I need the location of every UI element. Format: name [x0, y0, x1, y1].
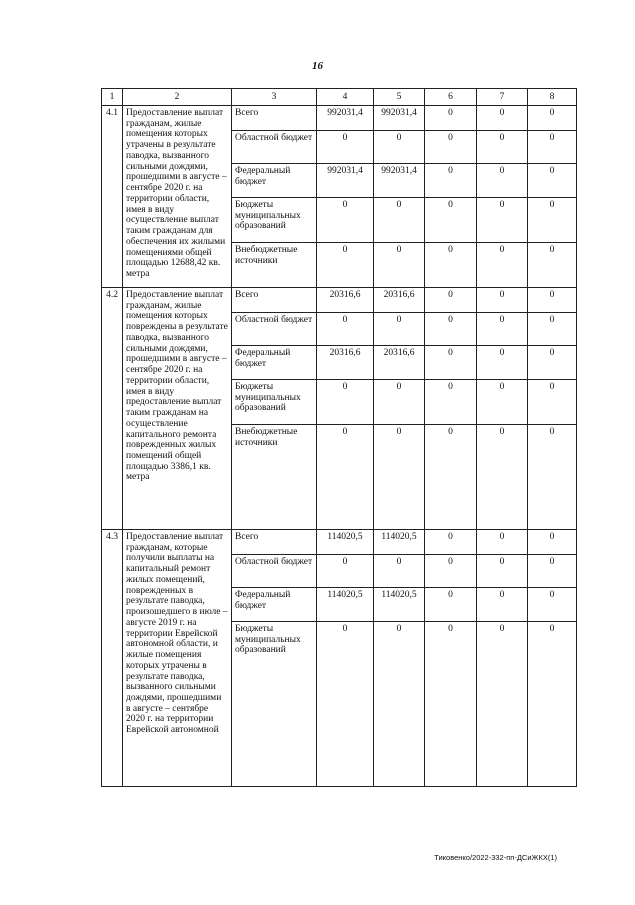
- amount-cell: 0: [425, 622, 477, 787]
- amount-cell: 0: [477, 288, 528, 313]
- amount-cell: 0: [477, 380, 528, 425]
- table-row: [102, 288, 577, 313]
- funding-source: Бюджеты муниципальных образований: [232, 198, 317, 243]
- amount-cell: 20316,6: [317, 288, 374, 313]
- table-header-row: [102, 89, 577, 106]
- amount-cell: 992031,4: [374, 106, 425, 131]
- amount-cell: 0: [317, 622, 374, 787]
- funding-source: Областной бюджет: [232, 313, 317, 346]
- header-cell: 4: [317, 89, 374, 106]
- amount-cell: 0: [374, 198, 425, 243]
- table-row: [102, 530, 577, 555]
- amount-cell: 0: [528, 288, 577, 313]
- amount-cell: 0: [477, 346, 528, 380]
- amount-cell: 0: [528, 530, 577, 555]
- amount-cell: 0: [425, 313, 477, 346]
- funding-source: Всего: [232, 530, 317, 555]
- amount-cell: 992031,4: [374, 164, 425, 198]
- amount-cell: 0: [317, 198, 374, 243]
- amount-cell: 0: [425, 555, 477, 588]
- amount-cell: 0: [477, 555, 528, 588]
- section-description: Предоставление выплат гражданам, которые получили выплаты на капитальный ремонт жилых помещений, поврежденных в результате паводка, произошедшего в июле – августе 2019 г. на территории Еврейской автономной области, и жилые помещения которых утрачены в результате паводка, вызванного сильными дождями, прошедшими в августе – сентябре 2020 г. на территории Еврейской автономной: [123, 530, 232, 787]
- amount-cell: 0: [425, 243, 477, 288]
- header-cell: 3: [232, 89, 317, 106]
- amount-cell: 0: [528, 131, 577, 164]
- page-number: 16: [312, 60, 323, 72]
- amount-cell: 20316,6: [317, 346, 374, 380]
- amount-cell: 0: [528, 106, 577, 131]
- amount-cell: 0: [425, 131, 477, 164]
- amount-cell: 0: [374, 555, 425, 588]
- section-description: Предоставление выплат гражданам, жилые помещения которых повреждены в результате паводка, вызванного сильными дождями, прошедшими в августе – сентябре 2020 г. на территории области, имея в виду предоставление выплат таким гражданам на осуществление капитального ремонта поврежденных жилых помещений общей площадью 3386,1 кв. метра: [123, 288, 232, 530]
- amount-cell: 0: [528, 164, 577, 198]
- amount-cell: 992031,4: [317, 106, 374, 131]
- amount-cell: 0: [374, 131, 425, 164]
- amount-cell: 0: [317, 313, 374, 346]
- funding-source: Всего: [232, 288, 317, 313]
- header-cell: 8: [528, 89, 577, 106]
- amount-cell: 0: [425, 425, 477, 530]
- budget-table: [101, 88, 577, 787]
- amount-cell: 114020,5: [374, 588, 425, 622]
- funding-source: Областной бюджет: [232, 555, 317, 588]
- funding-source: Бюджеты муниципальных образований: [232, 380, 317, 425]
- amount-cell: 0: [374, 380, 425, 425]
- amount-cell: 0: [477, 106, 528, 131]
- amount-cell: 0: [317, 425, 374, 530]
- amount-cell: 0: [317, 380, 374, 425]
- funding-source: Федеральный бюджет: [232, 588, 317, 622]
- section-number: 4.1: [102, 106, 123, 288]
- amount-cell: 0: [477, 622, 528, 787]
- header-cell: 7: [477, 89, 528, 106]
- amount-cell: 0: [317, 243, 374, 288]
- header-cell: 1: [102, 89, 123, 106]
- amount-cell: 0: [317, 555, 374, 588]
- amount-cell: 0: [374, 425, 425, 530]
- amount-cell: 0: [374, 243, 425, 288]
- amount-cell: 114020,5: [317, 530, 374, 555]
- amount-cell: 0: [477, 198, 528, 243]
- amount-cell: 0: [317, 131, 374, 164]
- amount-cell: 0: [425, 288, 477, 313]
- amount-cell: 20316,6: [374, 346, 425, 380]
- section-number: 4.2: [102, 288, 123, 530]
- amount-cell: 0: [477, 243, 528, 288]
- amount-cell: 0: [425, 164, 477, 198]
- amount-cell: 0: [425, 198, 477, 243]
- amount-cell: 0: [528, 243, 577, 288]
- section-number: 4.3: [102, 530, 123, 787]
- amount-cell: 0: [477, 530, 528, 555]
- funding-source: Федеральный бюджет: [232, 346, 317, 380]
- section-description: Предоставление выплат гражданам, жилые помещения которых утрачены в результате паводка, вызванного сильными дождями, прошедшими в августе – сентябре 2020 г. на территории области, имея в виду осуществление выплат таким гражданам для обеспечения их жилыми помещениями общей площадью 12688,42 кв. метра: [123, 106, 232, 288]
- funding-source: Федеральный бюджет: [232, 164, 317, 198]
- amount-cell: 20316,6: [374, 288, 425, 313]
- amount-cell: 0: [425, 588, 477, 622]
- header-cell: 6: [425, 89, 477, 106]
- amount-cell: 0: [374, 313, 425, 346]
- amount-cell: 0: [374, 622, 425, 787]
- amount-cell: 0: [528, 346, 577, 380]
- amount-cell: 0: [477, 131, 528, 164]
- amount-cell: 114020,5: [317, 588, 374, 622]
- amount-cell: 0: [477, 588, 528, 622]
- amount-cell: 0: [425, 346, 477, 380]
- funding-source: Внебюджетные источники: [232, 425, 317, 530]
- header-cell: 2: [123, 89, 232, 106]
- amount-cell: 0: [477, 425, 528, 530]
- amount-cell: 0: [477, 313, 528, 346]
- table-row: [102, 106, 577, 131]
- amount-cell: 0: [528, 622, 577, 787]
- amount-cell: 0: [425, 530, 477, 555]
- funding-source: Областной бюджет: [232, 131, 317, 164]
- amount-cell: 992031,4: [317, 164, 374, 198]
- amount-cell: 0: [425, 380, 477, 425]
- amount-cell: 0: [528, 425, 577, 530]
- document-footer-code: Тиковенко/2022-332-пп-ДСиЖКХ(1): [434, 853, 557, 862]
- amount-cell: 0: [477, 164, 528, 198]
- funding-source: Внебюджетные источники: [232, 243, 317, 288]
- funding-source: Бюджеты муниципальных образований: [232, 622, 317, 787]
- amount-cell: 0: [528, 588, 577, 622]
- amount-cell: 0: [528, 380, 577, 425]
- amount-cell: 0: [528, 313, 577, 346]
- amount-cell: 0: [425, 106, 477, 131]
- header-cell: 5: [374, 89, 425, 106]
- amount-cell: 114020,5: [374, 530, 425, 555]
- funding-source: Всего: [232, 106, 317, 131]
- amount-cell: 0: [528, 198, 577, 243]
- amount-cell: 0: [528, 555, 577, 588]
